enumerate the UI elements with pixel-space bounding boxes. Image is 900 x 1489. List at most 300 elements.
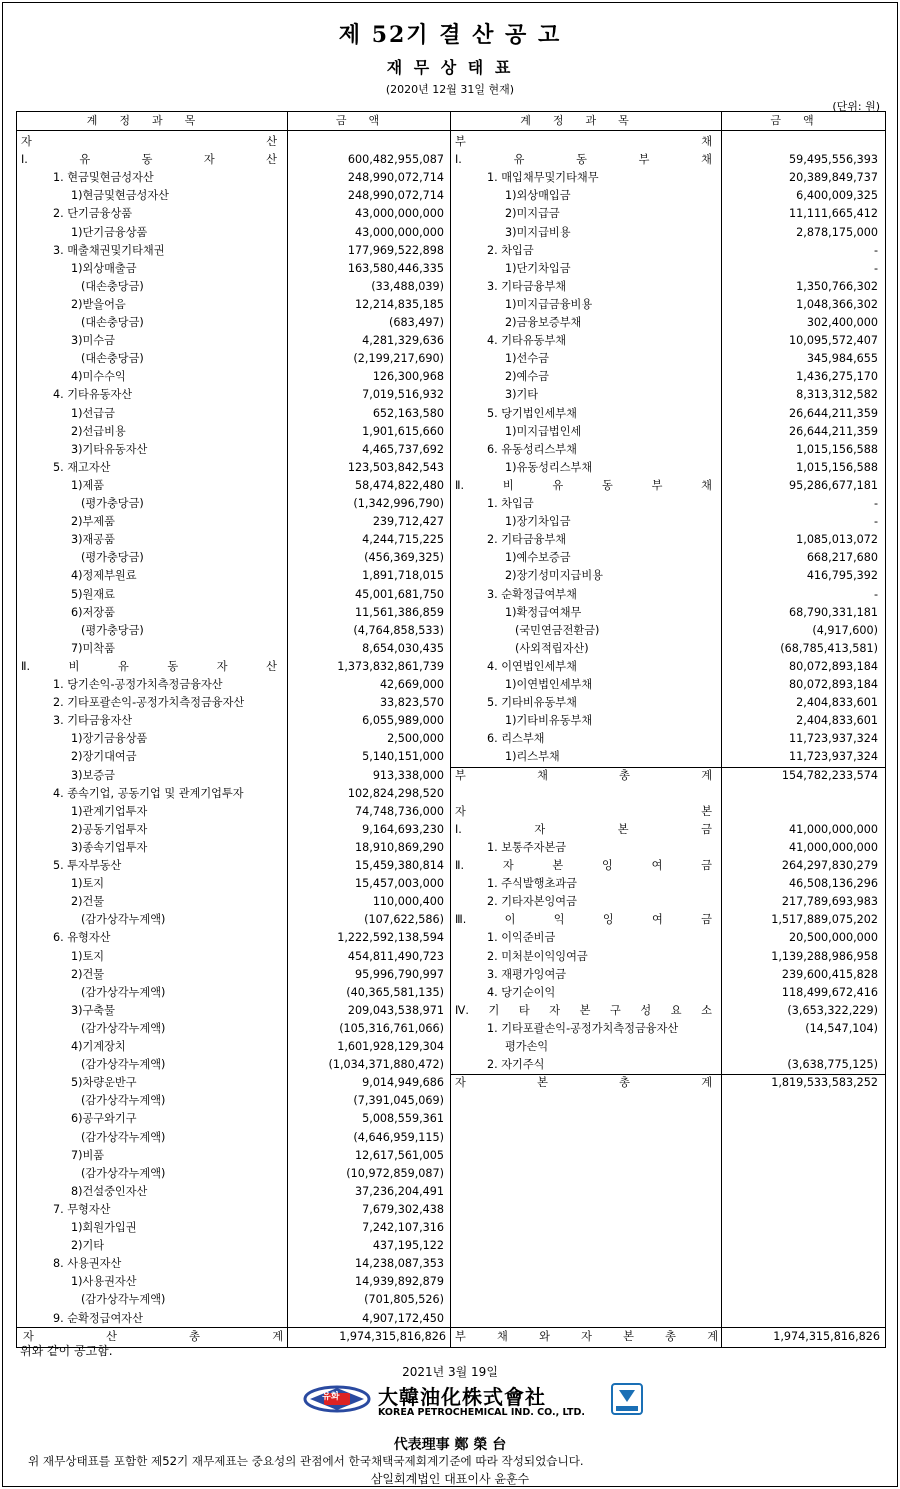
asset-row	[19, 1165, 449, 1183]
row-label: 6)저장품	[71, 605, 115, 619]
liability-equity-row	[453, 477, 883, 495]
liability-equity-row	[453, 712, 883, 730]
liability-equity-row	[453, 604, 883, 622]
total-assets-amount: 1,974,315,816,826	[339, 1329, 446, 1343]
row-label: 3)종속기업투자	[71, 840, 148, 854]
row-amount: 1,048,366,302	[796, 297, 878, 311]
grand-total-row: 자 산 총 계 1,974,315,816,826 부 채 와 자 본 총 계 1,974,315,816,826	[19, 1328, 881, 1346]
liability-equity-row	[453, 767, 883, 785]
row-label: 2)장기대여금	[71, 750, 137, 764]
asset-row	[19, 1092, 449, 1110]
row-amount: 41,000,000,000	[789, 840, 878, 854]
row-amount: 600,482,955,087	[347, 153, 444, 167]
row-amount: 177,969,522,898	[347, 243, 444, 257]
row-amount: 26,644,211,359	[789, 406, 878, 420]
row-amount: 652,163,580	[372, 406, 444, 420]
row-amount: 2,404,833,601	[796, 714, 878, 728]
row-label: 1)토지	[71, 949, 105, 963]
row-amount: 118,499,672,416	[781, 985, 878, 999]
header-account-left: 계정과목	[86, 114, 218, 127]
row-label: 5. 기타비유동부채	[487, 696, 577, 710]
row-amount: 6,400,009,325	[796, 189, 878, 203]
row-label: 4. 기타유동부채	[487, 334, 567, 348]
liability-equity-row	[453, 441, 883, 459]
row-label: 3. 재평가잉여금	[487, 967, 567, 981]
row-label: 4)기계장치	[71, 1040, 126, 1053]
row-label: 2)기타	[71, 1239, 105, 1253]
row-label: 2. 차입금	[487, 243, 534, 257]
row-amount: 20,389,849,737	[789, 171, 878, 185]
asset-row	[19, 1074, 449, 1092]
row-label: 2. 기타자본잉여금	[487, 895, 577, 909]
asset-row	[19, 423, 449, 441]
row-amount: -	[873, 497, 878, 510]
audit-note: 위 재무상태표를 포함한 제52기 재무제표는 중요성의 관점에서 한국채택국제회계기준에 따라 작성되었습니다.	[28, 1454, 584, 1468]
row-amount: 14,238,087,353	[355, 1257, 444, 1271]
row-amount: 80,072,893,184	[789, 678, 878, 691]
liability-equity-row	[453, 658, 883, 676]
asset-row	[19, 586, 449, 604]
logo-text: 유화	[322, 1392, 340, 1402]
liability-equity-row	[453, 730, 883, 748]
row-label: (감가상각누계액)	[81, 985, 166, 999]
row-label: (대손충당금)	[81, 316, 144, 329]
row-label: 4)미수수익	[71, 370, 126, 384]
row-label: 1)미지급법인세	[505, 424, 582, 438]
asset-row	[19, 622, 449, 640]
liability-equity-row	[453, 495, 883, 513]
row-amount: 416,795,392	[806, 569, 878, 583]
row-amount: (456,369,325)	[364, 551, 444, 565]
asset-row	[19, 531, 449, 549]
liability-equity-row	[453, 513, 883, 531]
asset-row	[19, 767, 449, 785]
liability-equity-row	[453, 785, 883, 803]
row-label: (평가충당금)	[81, 497, 144, 510]
asset-row	[19, 567, 449, 585]
row-label: 5. 당기법인세부채	[487, 406, 577, 420]
row-label: 1)장기금융상품	[71, 732, 148, 746]
row-amount: 41,000,000,000	[789, 822, 878, 836]
row-label: 1. 보통주자본금	[487, 840, 567, 854]
row-amount: 59,495,556,393	[789, 153, 878, 167]
liability-equity-row	[453, 296, 883, 314]
row-amount: 1,517,889,075,202	[771, 913, 878, 927]
row-label: 4. 이연법인세부채	[487, 659, 577, 673]
row-label: 9. 순확정급여자산	[53, 1311, 143, 1325]
row-label: (국민연금전환금)	[515, 623, 600, 637]
row-label: (감가상각누계액)	[81, 913, 166, 927]
row-amount: 15,457,003,000	[355, 877, 444, 891]
asset-row	[19, 332, 449, 350]
liability-equity-row	[453, 948, 883, 966]
asset-row	[19, 803, 449, 821]
row-label: 1. 당기손익-공정가치측정금융자산	[53, 678, 223, 691]
auditor-name: 삼일회계법인 대표이사 윤훈수	[370, 1472, 530, 1486]
asset-row	[19, 477, 449, 495]
row-amount: (2,199,217,690)	[353, 352, 444, 366]
row-amount: (7,391,045,069)	[353, 1094, 444, 1108]
row-label: 6. 유동성리스부채	[487, 442, 577, 456]
row-amount: 302,400,000	[806, 316, 878, 329]
row-label: 3)재공품	[71, 533, 115, 547]
row-amount: 37,236,204,491	[355, 1184, 444, 1198]
row-amount	[721, 1038, 878, 1056]
asset-row	[19, 1147, 449, 1165]
row-amount: 4,465,737,692	[362, 442, 444, 456]
row-amount: 11,723,937,324	[789, 750, 878, 764]
row-label: 2)선급비용	[71, 424, 126, 438]
row-amount: 8,313,312,582	[796, 388, 878, 402]
liability-equity-row	[453, 332, 883, 350]
asset-row	[19, 1310, 449, 1328]
asset-row	[19, 1237, 449, 1255]
row-amount: 454,811,490,723	[347, 949, 444, 963]
row-label: 2. 미처분이익잉여금	[487, 949, 588, 963]
row-label: 2)미지급금	[505, 207, 560, 221]
row-amount	[721, 803, 878, 821]
asset-row	[19, 785, 449, 803]
row-amount: 163,580,446,335	[347, 261, 444, 275]
row-label: (감가상각누계액)	[81, 1058, 166, 1072]
row-amount	[721, 133, 878, 151]
company-name-en: KOREA PETROCHEMICAL IND. CO., LTD.	[378, 1407, 585, 1418]
row-label: 1. 현금및현금성자산	[53, 171, 154, 185]
notice-date: 2021년 3월 19일	[402, 1365, 498, 1379]
header-amount-left: 금액	[335, 114, 402, 127]
asset-row	[19, 187, 449, 205]
statement-date: (2020년 12월 31일 현재)	[385, 83, 515, 96]
row-amount: 12,214,835,185	[355, 297, 444, 311]
row-amount: 45,001,681,750	[355, 587, 444, 601]
row-amount: 4,281,329,636	[362, 334, 444, 348]
row-label: (사외적립자산)	[515, 641, 589, 655]
row-label: 2. 기타금융부채	[487, 533, 567, 547]
row-label: 1)외상매출금	[71, 261, 137, 275]
liability-equity-row	[453, 748, 883, 766]
row-label: 1)확정급여채무	[505, 605, 582, 619]
liability-equity-row	[453, 622, 883, 640]
liability-equity-row	[453, 314, 883, 332]
row-amount: 7,019,516,932	[362, 388, 444, 402]
row-label: 2)장기성미지급비용	[505, 569, 603, 583]
liability-equity-row	[453, 133, 883, 151]
row-amount: (14,547,104)	[805, 1021, 878, 1035]
row-label: 1)이연법인세부채	[505, 678, 593, 691]
row-label: 1)제품	[71, 478, 105, 492]
row-label: (감가상각누계액)	[81, 1293, 166, 1307]
grand-total-label: 부 채 와 자 본 총 계	[455, 1329, 718, 1343]
row-amount: 248,990,072,714	[347, 171, 444, 185]
header-account-right: 계정과목	[520, 114, 651, 127]
asset-row	[19, 640, 449, 658]
asset-row	[19, 875, 449, 893]
unit-label: (단위: 원)	[832, 100, 880, 113]
row-amount: 102,824,298,520	[347, 786, 444, 800]
asset-row	[19, 730, 449, 748]
row-label: 1)선급금	[71, 406, 115, 420]
row-amount: 11,111,665,412	[789, 207, 878, 221]
row-label: Ⅰ. 자 본 금	[455, 822, 712, 836]
asset-row	[19, 386, 449, 404]
row-label: 2)건물	[71, 967, 105, 981]
row-label: 3. 순확정급여부채	[487, 587, 577, 601]
row-label: (평가충당금)	[81, 623, 144, 637]
row-amount: 11,561,386,859	[355, 605, 444, 619]
row-label: 1)기타비유동부채	[505, 714, 593, 728]
row-amount: 6,055,989,000	[362, 714, 444, 728]
row-amount: 2,500,000	[387, 732, 444, 746]
liability-equity-row	[453, 459, 883, 477]
row-amount: -	[873, 587, 878, 601]
row-amount: 42,669,000	[379, 678, 444, 691]
liability-equity-row	[453, 224, 883, 242]
asset-row	[19, 224, 449, 242]
liability-equity-row	[453, 821, 883, 839]
row-amount: 26,644,211,359	[789, 424, 878, 438]
grand-total-amount: 1,974,315,816,826	[773, 1329, 880, 1343]
row-label: 1)관계기업투자	[71, 804, 148, 818]
row-amount: 58,474,822,480	[355, 478, 444, 492]
row-amount: (40,365,581,135)	[346, 985, 444, 999]
asset-row	[19, 205, 449, 223]
row-label: Ⅲ. 이 익 잉 여 금	[455, 913, 712, 927]
asset-row	[19, 405, 449, 423]
row-label: 6. 리스부채	[487, 732, 545, 746]
asset-row	[19, 893, 449, 911]
row-label: 1. 기타포괄손익-공정가치측정금융자산	[487, 1021, 679, 1035]
row-label: 3. 기타금융부채	[487, 279, 567, 293]
row-amount: 1,901,615,660	[362, 424, 444, 438]
asset-row	[19, 314, 449, 332]
row-label: 1)리스부채	[505, 750, 560, 764]
row-amount: (33,488,039)	[371, 279, 444, 293]
row-label: Ⅱ. 비 유 동 부 채	[455, 478, 712, 492]
asset-row	[19, 368, 449, 386]
row-amount: (4,917,600)	[812, 623, 878, 637]
row-label: 2)예수금	[505, 370, 549, 384]
asset-row	[19, 1201, 449, 1219]
row-amount: 123,503,842,543	[347, 460, 444, 474]
liability-equity-row	[453, 260, 883, 278]
asset-row	[19, 1273, 449, 1291]
asset-row	[19, 350, 449, 368]
liability-equity-row	[453, 676, 883, 694]
liability-equity-row	[453, 567, 883, 585]
liability-equity-row	[453, 1020, 883, 1038]
liability-equity-row	[453, 187, 883, 205]
row-amount: 154,782,233,574	[781, 768, 878, 782]
liability-equity-row	[453, 875, 883, 893]
row-amount: 7,242,107,316	[362, 1221, 444, 1234]
asset-row	[19, 169, 449, 187]
row-label: 5. 투자부동산	[53, 859, 122, 872]
liability-equity-row	[453, 1038, 883, 1056]
asset-row	[19, 242, 449, 260]
row-amount: 248,990,072,714	[347, 189, 444, 203]
liability-equity-row	[453, 984, 883, 1002]
row-amount: 95,286,677,181	[789, 478, 878, 492]
row-label: Ⅱ. 자 본 잉 여 금	[455, 859, 712, 872]
row-amount: 15,459,380,814	[355, 859, 444, 872]
liability-equity-row	[453, 839, 883, 857]
liability-equity-row	[453, 549, 883, 567]
liability-equity-row	[453, 350, 883, 368]
asset-row	[19, 549, 449, 567]
row-label: 6)공구와기구	[71, 1112, 137, 1126]
row-amount: (1,342,996,790)	[353, 497, 444, 510]
row-amount: 5,140,151,000	[362, 750, 444, 764]
liability-equity-row	[453, 151, 883, 169]
row-label: 2. 자기주식	[487, 1058, 545, 1072]
row-amount: 239,600,415,828	[781, 967, 878, 981]
asset-row	[19, 966, 449, 984]
page-title: 제 52기 결 산 공 고	[338, 22, 562, 48]
liability-equity-row	[453, 586, 883, 604]
row-amount: 1,015,156,588	[796, 460, 878, 474]
row-label: 4. 종속기업, 공동기업 및 관계기업투자	[53, 786, 244, 800]
row-label: Ⅰ. 유 동 부 채	[455, 153, 712, 167]
row-label: 3)미수금	[71, 334, 115, 348]
row-label: 2)건물	[71, 895, 105, 909]
row-label: 7. 무형자산	[53, 1202, 111, 1216]
asset-row	[19, 1002, 449, 1020]
certification-mark-icon	[610, 1382, 644, 1416]
row-label: 2. 단기금융상품	[53, 207, 133, 221]
row-label: 1)단기차입금	[505, 261, 571, 275]
asset-row	[19, 1183, 449, 1201]
row-amount: 1,222,592,138,594	[337, 931, 444, 945]
row-label: 3)미지급비용	[505, 225, 571, 239]
row-amount: (68,785,413,581)	[780, 641, 878, 655]
ceo-name: 代表理事 鄭 榮 台	[393, 1437, 507, 1453]
liability-equity-row	[453, 1074, 883, 1092]
row-label: 5)원재료	[71, 587, 115, 601]
row-label: Ⅰ. 유 동 자 산	[21, 153, 277, 167]
row-label: 5)차량운반구	[71, 1076, 137, 1090]
row-label: 2)부제품	[71, 515, 115, 529]
row-amount: 33,823,570	[379, 696, 444, 710]
asset-row	[19, 260, 449, 278]
row-label: 자 본 총 계	[455, 1076, 712, 1090]
liability-equity-row	[453, 242, 883, 260]
asset-row	[19, 1291, 449, 1309]
row-amount: 95,996,790,997	[355, 967, 444, 981]
row-amount: 126,300,968	[372, 370, 444, 384]
row-label: 2)금융보증부채	[505, 316, 582, 329]
row-amount: (3,653,322,229)	[787, 1003, 878, 1017]
liability-equity-row	[453, 803, 883, 821]
row-amount: 43,000,000,000	[355, 225, 444, 239]
liability-equity-row	[453, 1002, 883, 1020]
row-amount: 2,878,175,000	[796, 225, 878, 239]
asset-row	[19, 495, 449, 513]
row-amount: 264,297,830,279	[781, 859, 878, 872]
row-amount: 1,601,928,129,304	[337, 1040, 444, 1053]
row-amount: 5,008,559,361	[362, 1112, 444, 1126]
liability-equity-row	[453, 386, 883, 404]
liability-equity-row	[453, 405, 883, 423]
row-amount: 1,139,288,986,958	[771, 949, 878, 963]
row-label: 2. 기타포괄손익-공정가치측정금융자산	[53, 696, 245, 710]
row-amount	[721, 785, 878, 803]
row-label: (평가충당금)	[81, 551, 144, 565]
row-label: 부 채 총 계	[455, 768, 712, 782]
row-label: 6. 유형자산	[53, 931, 111, 945]
row-label: 4. 기타유동자산	[53, 388, 133, 402]
row-amount: 239,712,427	[372, 515, 444, 529]
row-label: 1. 주식발행초과금	[487, 877, 577, 891]
row-label: 1. 이익준비금	[487, 931, 556, 945]
row-amount: 9,014,949,686	[362, 1076, 444, 1090]
asset-row	[19, 151, 449, 169]
row-amount: 668,217,680	[806, 551, 878, 565]
row-label: (감가상각누계액)	[81, 1166, 166, 1180]
row-label: 1. 차입금	[487, 497, 534, 510]
row-label: 1)선수금	[505, 352, 549, 366]
asset-row	[19, 278, 449, 296]
asset-row	[19, 911, 449, 929]
asset-row	[19, 658, 449, 676]
asset-row	[19, 604, 449, 622]
liability-equity-row	[453, 169, 883, 187]
row-label: 1)토지	[71, 877, 105, 891]
row-amount: 1,891,718,015	[362, 569, 444, 583]
asset-row	[19, 1020, 449, 1038]
asset-row	[19, 133, 449, 151]
row-amount: 68,790,331,181	[789, 605, 878, 619]
notice-text: 위와 같이 공고함.	[20, 1344, 113, 1358]
row-label: 1)현금및현금성자산	[71, 189, 169, 203]
row-amount: 46,508,136,296	[789, 877, 878, 891]
row-amount: (3,638,775,125)	[787, 1058, 878, 1072]
row-label: 평가손익	[505, 1040, 549, 1053]
asset-row	[19, 1038, 449, 1056]
asset-row	[19, 712, 449, 730]
liability-equity-row	[453, 893, 883, 911]
row-amount: 7,679,302,438	[362, 1202, 444, 1216]
row-label: (대손충당금)	[81, 279, 144, 293]
row-amount: (1,034,371,880,472)	[328, 1058, 444, 1072]
row-label: 1)유동성리스부채	[505, 460, 593, 474]
row-label: 3)기타유동자산	[71, 442, 148, 456]
row-amount: (701,805,526)	[364, 1293, 444, 1307]
row-amount: (4,646,959,115)	[353, 1130, 444, 1144]
asset-row	[19, 748, 449, 766]
row-label: 3. 매출채권및기타채권	[53, 243, 165, 257]
liability-equity-row	[453, 205, 883, 223]
asset-row	[19, 694, 449, 712]
row-amount: 2,404,833,601	[796, 696, 878, 710]
row-amount: 18,910,869,290	[355, 840, 444, 854]
row-label: (감가상각누계액)	[81, 1094, 166, 1108]
asset-row	[19, 1056, 449, 1074]
row-label: 7)비품	[71, 1148, 105, 1162]
row-amount: 4,244,715,225	[362, 533, 444, 547]
row-amount: 913,338,000	[372, 768, 444, 782]
row-label: 1)회원가입권	[71, 1221, 137, 1234]
row-amount: 345,984,655	[806, 352, 878, 366]
row-label: 4. 당기순이익	[487, 985, 556, 999]
row-amount: 1,819,533,583,252	[771, 1076, 878, 1090]
row-label: 1)사용권자산	[71, 1275, 137, 1289]
asset-row	[19, 839, 449, 857]
row-label: (감가상각누계액)	[81, 1021, 166, 1035]
row-label: (대손충당금)	[81, 352, 144, 366]
asset-row	[19, 948, 449, 966]
statement-title: 재 무 상 태 표	[386, 58, 514, 77]
liability-equity-row	[453, 531, 883, 549]
